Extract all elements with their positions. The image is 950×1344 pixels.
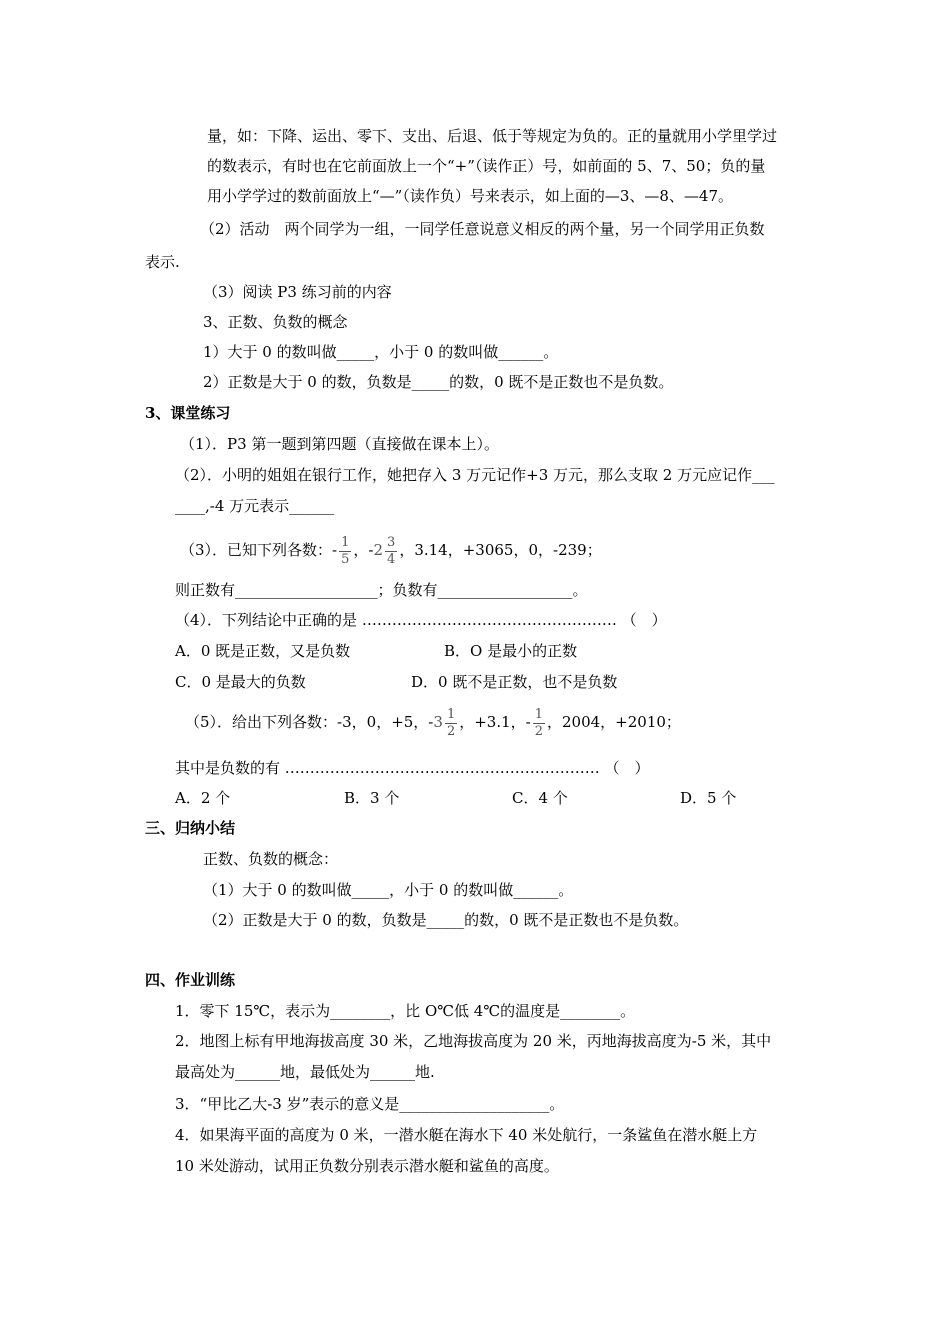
summary-heading: 三、归纳小结 <box>145 819 236 837</box>
practice-q4-option-b: B．O 是最小的正数 <box>444 642 578 660</box>
homework-item-2-line-2: 最高处为______地，最低处为______地. <box>175 1063 435 1081</box>
practice-q4-option-c: C．0 是最大的负数 <box>175 673 306 691</box>
q3-prefix: （3）．已知下列各数：- <box>180 541 338 559</box>
homework-item-4-line-2: 10 米处游动，试用正负数分别表示潜水艇和鲨鱼的高度。 <box>175 1157 559 1175</box>
practice-q5-option-d: D．5 个 <box>680 789 737 807</box>
q5-fraction <box>533 707 545 740</box>
q5-fraction-numerator: 1 <box>534 706 543 722</box>
q3-fraction-1-numerator: 1 <box>341 534 350 550</box>
q3-mixed-whole: 2 <box>373 541 384 559</box>
q5-mixed-fraction <box>445 707 457 740</box>
homework-heading: 四、作业训练 <box>145 971 236 989</box>
q5-mixed-whole: 3 <box>433 713 443 731</box>
homework-item-1: 1．零下 15℃，表示为________，比 O℃低 4℃的温度是________。 <box>175 1002 636 1020</box>
read-instruction: （3）阅读 P3 练习前的内容 <box>203 283 392 301</box>
q5-middle: ，+3.1，- <box>459 713 531 731</box>
practice-q5-numbers <box>185 702 681 742</box>
concept-title: 3、正数、负数的概念 <box>203 313 348 331</box>
activity-line-2: 表示. <box>145 253 180 271</box>
practice-q5-option-a: A．2 个 <box>175 789 231 807</box>
q5-fraction-denominator: 2 <box>534 723 543 739</box>
q5-mixed-numerator: 1 <box>446 706 456 722</box>
summary-title: 正数、负数的概念： <box>203 850 339 868</box>
q3-mixed-denominator: 4 <box>387 551 396 567</box>
intro-line-2: 的数表示，有时也在它前面放上一个“+”（读作正）号，如前面的 5、7、50；负的量 <box>207 157 766 175</box>
q3-suffix: ，3.14，+3065，0，-239； <box>399 541 602 559</box>
practice-heading: 3、课堂练习 <box>145 404 231 422</box>
practice-q5-stem: 其中是负数的有 ……………………………………………………… （ ） <box>175 759 650 777</box>
q3-mixed-numerator: 3 <box>387 534 396 550</box>
practice-q2-line-2: ____,-4 万元表示______ <box>175 497 335 515</box>
q3-mixed-fraction <box>385 535 397 568</box>
q5-mixed-denominator: 2 <box>446 723 456 739</box>
summary-item-1: （1）大于 0 的数叫做_____，小于 0 的数叫做______。 <box>203 881 574 899</box>
homework-item-3: 3．“甲比乙大-3 岁”表示的意义是____________________。 <box>175 1095 565 1113</box>
q3-fraction-1 <box>339 535 351 568</box>
summary-item-2: （2）正数是大于 0 的数，负数是_____的数，0 既不是正数也不是负数。 <box>203 911 689 929</box>
q3-fraction-1-denominator: 5 <box>341 551 350 567</box>
homework-item-4-line-1: 4．如果海平面的高度为 0 米，一潜水艇在海水下 40 米处航行，一条鲨鱼在潜水艇上方 <box>175 1126 758 1144</box>
intro-line-1: 量，如：下降、运出、零下、支出、后退、低于等规定为负的。正的量就用小学里学过 <box>207 127 778 145</box>
practice-q3-answer: 则正数有___________________；负数有__________________。 <box>175 581 588 599</box>
q3-separator: ，- <box>353 541 374 559</box>
practice-q5-option-c: C．4 个 <box>512 789 568 807</box>
practice-q2-line-1: （2）．小明的姐姐在银行工作，她把存入 3 万元记作+3 万元，那么支取 2 万元应记作___ <box>175 466 775 484</box>
concept-item-1: 1）大于 0 的数叫做_____，小于 0 的数叫做______。 <box>203 343 559 361</box>
practice-q4-stem: （4）．下列结论中正确的是 …………………………………………… （ ） <box>175 611 667 629</box>
q5-suffix: ，2004，+2010； <box>547 713 681 731</box>
practice-q3-numbers <box>180 530 602 570</box>
q5-prefix: （5）．给出下列各数：-3，0，+5，- <box>185 713 434 731</box>
intro-line-3: 用小学学过的数前面放上“—”（读作负）号来表示，如上面的—3、—8、—47。 <box>207 187 734 205</box>
activity-line-1: （2）活动 两个同学为一组，一同学任意说意义相反的两个量，另一个同学用正负数 <box>200 220 765 238</box>
practice-q4-option-d: D．0 既不是正数，也不是负数 <box>411 673 618 691</box>
concept-item-2: 2）正数是大于 0 的数，负数是_____的数，0 既不是正数也不是负数。 <box>203 373 674 391</box>
practice-q1: （1）．P3 第一题到第四题（直接做在课本上）。 <box>180 435 499 453</box>
practice-q5-option-b: B．3 个 <box>344 789 400 807</box>
practice-q4-option-a: A．0 既是正数，又是负数 <box>175 642 351 660</box>
homework-item-2-line-1: 2．地图上标有甲地海拔高度 30 米，乙地海拔高度为 20 米，丙地海拔高度为-5 米，其中 <box>175 1032 772 1050</box>
